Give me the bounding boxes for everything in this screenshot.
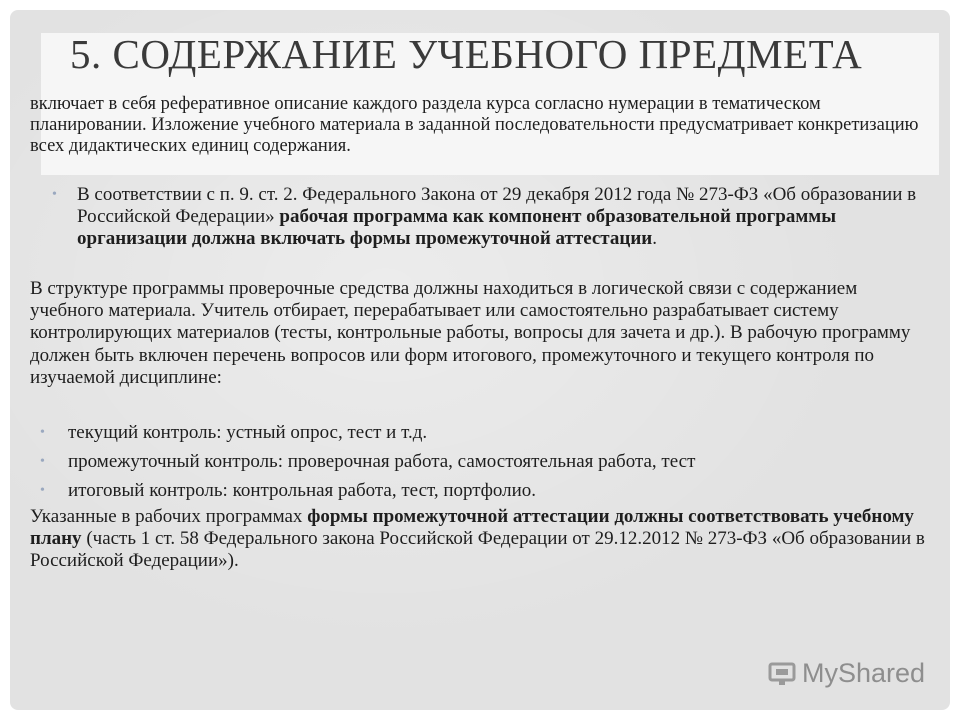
bullet-icon: •	[52, 187, 57, 202]
list-item: • итоговый контроль: контрольная работа, тест, портфолио.	[40, 478, 695, 507]
watermark-logo	[768, 658, 925, 689]
list-item: • текущий контроль: устный опрос, тест и т.д.	[40, 420, 695, 449]
final-bold: формы промежуточной аттестации должны соответствовать учебному плану	[30, 506, 914, 550]
watermark-text: MyShared	[802, 658, 926, 688]
list-item: • промежуточный контроль: проверочная работа, самостоятельная работа, тест	[40, 449, 695, 478]
slide-title: 5. СОДЕРЖАНИЕ УЧЕБНОГО ПРЕДМЕТА	[70, 31, 863, 77]
intro-paragraph: включает в себя реферативное описание каждого раздела курса согласно нумерации в тематическом планировании. Изложение учебного материала в заданной последовательности предусматривает конкретизацию всех дидактических единиц содержания.	[30, 94, 919, 157]
bullet-icon: •	[40, 454, 45, 469]
bullet-law-bold: рабочая программа как компонент образовательной программы организации должна включать формы промежуточной аттестации	[77, 206, 837, 250]
presentation-icon	[768, 661, 796, 687]
bullet-paragraph-law	[52, 184, 928, 251]
bullet-law-text: В соответствии с п. 9. ст. 2. Федерального Закона от 29 декабря 2012 года № 273-ФЗ «Об образовании в Российской Федерации» рабочая программа как компонент образовательной программы организации должна включать формы промежуточной аттестации.	[77, 184, 917, 250]
bullet-icon: •	[40, 483, 45, 498]
slide	[10, 10, 950, 710]
bullet-icon: •	[40, 425, 45, 440]
final-paragraph: Указанные в рабочих программах формы промежуточной аттестации должны соответствовать учебному плану (часть 1 ст. 58 Федерального закона Российской Федерации от 29.12.2012 № 273-ФЗ «Об образовании в Российской Федерации»).	[30, 506, 925, 572]
structure-paragraph: В структуре программы проверочные средства должны находиться в логической связи с содержанием учебного материала. Учитель отбирает, перерабатывает или самостоятельно разрабатывает систему контролирующих материалов (тесты, контрольные работы, вопросы для зачета и др.). В рабочую программу должен быть включен перечень вопросов или форм итогового, промежуточного и текущего контроля по изучаемой дисциплине:	[30, 278, 911, 388]
control-list	[40, 420, 695, 507]
